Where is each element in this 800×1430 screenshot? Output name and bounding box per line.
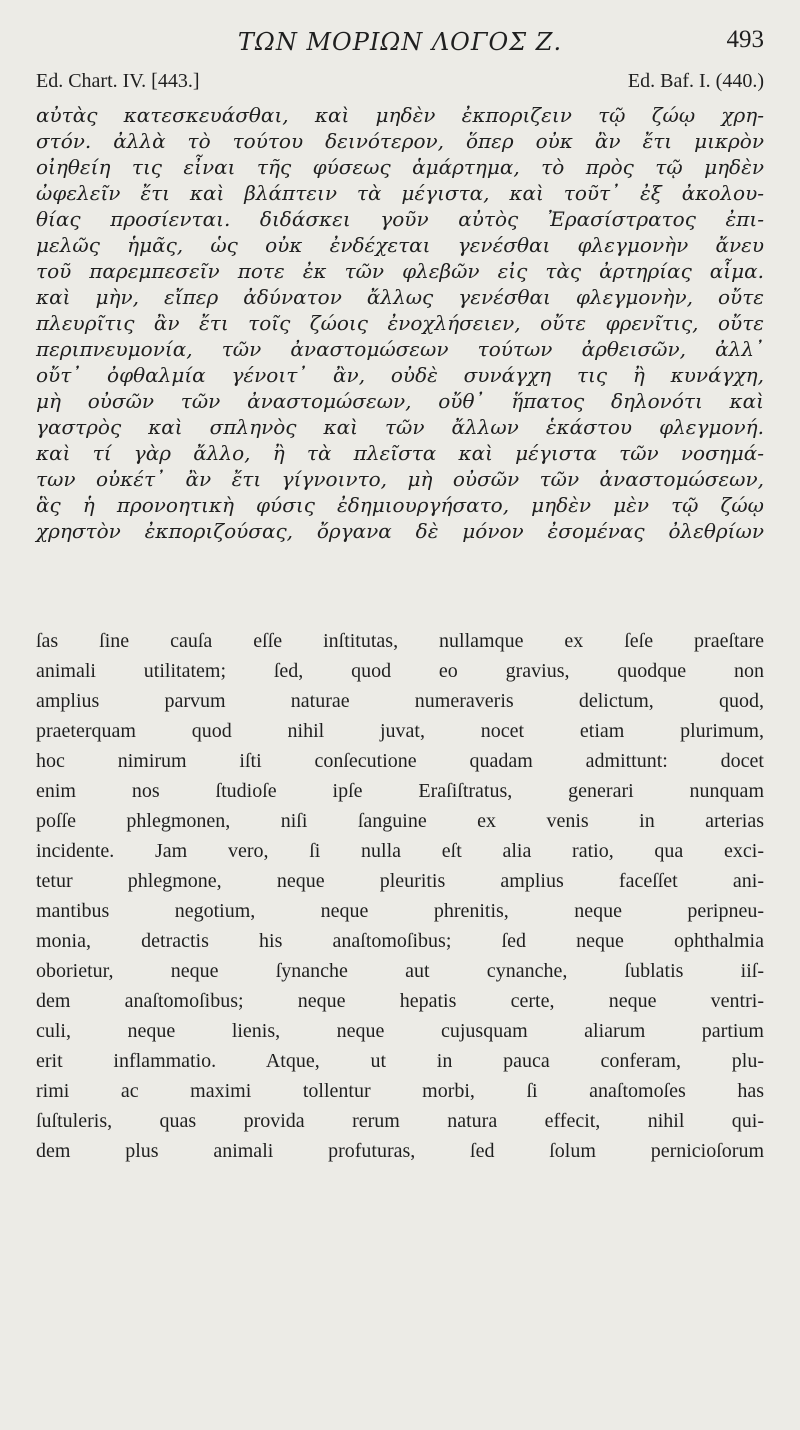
latin-line: poſſe phlegmonen, niſi ſanguine ex venis in arterias bbox=[36, 810, 764, 832]
latin-line: amplius parvum naturae numeraveris delictum, quod, bbox=[36, 690, 764, 712]
greek-line: τοῦ παρεμπεσεῖν ποτε ἐκ τῶν φλεβῶν εἰς τὰς ἀρτηρίας αἷμα. bbox=[36, 259, 764, 283]
latin-line: animali utilitatem; ſed, quod eo gravius, quodque non bbox=[36, 660, 764, 682]
running-title: ΤΩΝ ΜΟΡΙΩΝ ΛΟΓΟΣ Ζ. bbox=[237, 28, 563, 56]
greek-line: οὔτ᾽ ὀφθαλμία γένοιτ᾽ ἂν, οὐδὲ συνάγχη τις ἢ κυνάγχη, bbox=[36, 363, 764, 387]
greek-line: ὠφελεῖν ἔτι καὶ βλάπτειν τὰ μέγιστα, καὶ τοῦτ᾽ ἐξ ἀκολου- bbox=[36, 181, 764, 205]
latin-line: oborietur, neque ſynanche aut cynanche, ſublatis iiſ- bbox=[36, 960, 764, 982]
edition-line bbox=[36, 70, 764, 104]
greek-line: αὐτὰς κατεσκευάσθαι, καὶ μηδὲν ἐκποριζειν τῷ ζώῳ χρη- bbox=[36, 103, 764, 127]
greek-line: μελῶς ἡμᾶς, ὡς οὐκ ἐνδέχεται γενέσθαι φλεγμονὴν ἄνευ bbox=[36, 233, 764, 257]
latin-line: ſuſtuleris, quas provida rerum natura effecit, nihil qui- bbox=[36, 1110, 764, 1132]
greek-line: μὴ οὐσῶν τῶν ἀναστομώσεων, οὔθ᾽ ἥπατος δηλονότι καὶ bbox=[36, 389, 764, 413]
latin-line: hoc nimirum iſti conſecutione quadam admittunt: docet bbox=[36, 750, 764, 772]
latin-line: dem plus animali profuturas, ſed ſolum pernicioſorum bbox=[36, 1140, 764, 1162]
latin-line: erit inflammatio. Atque, ut in pauca conferam, plu- bbox=[36, 1050, 764, 1072]
greek-line: ἃς ἡ προνοητικὴ φύσις ἐδημιουργήσατο, μηδὲν μὲν τῷ ζώῳ bbox=[36, 493, 764, 517]
greek-line: καὶ μὴν, εἴπερ ἀδύνατον ἄλλως γενέσθαι φλεγμονὴν, οὔτε bbox=[36, 285, 764, 309]
greek-line: καὶ τί γὰρ ἄλλο, ἢ τὰ πλεῖστα καὶ μέγιστα τῶν νοσημά- bbox=[36, 441, 764, 465]
latin-line: mantibus negotium, neque phrenitis, neque peripneu- bbox=[36, 900, 764, 922]
greek-line: οἰηθείη τις εἶναι τῆς φύσεως ἁμάρτημα, τὸ πρὸς τῷ μηδὲν bbox=[36, 155, 764, 179]
greek-line: στόν. ἀλλὰ τὸ τούτου δεινότερον, ὅπερ οὐκ ἂν ἔτι μικρὸν bbox=[36, 129, 764, 153]
latin-line: ſas ſine cauſa eſſe inſtitutas, nullamque ex ſeſe praeſtare bbox=[36, 630, 764, 652]
page-number: 493 bbox=[726, 26, 764, 53]
greek-line: γαστρὸς καὶ σπληνὸς καὶ τῶν ἄλλων ἑκάστου φλεγμονή. bbox=[36, 415, 764, 439]
latin-line: praeterquam quod nihil juvat, nocet etiam plurimum, bbox=[36, 720, 764, 742]
greek-line: των οὐκέτ᾽ ἂν ἔτι γίγνοιντο, μὴ οὐσῶν τῶν ἀναστομώσεων, bbox=[36, 467, 764, 491]
latin-line: culi, neque lienis, neque cujusquam aliarum partium bbox=[36, 1020, 764, 1042]
latin-line: incidente. Jam vero, ſi nulla eſt alia ratio, qua exci- bbox=[36, 840, 764, 862]
greek-line: θίας προσίενται. διδάσκει γοῦν αὐτὸς Ἐρασίστρατος ἐπι- bbox=[36, 207, 764, 231]
latin-line: enim nos ſtudioſe ipſe Eraſiſtratus, generari nunquam bbox=[36, 780, 764, 802]
section-gap bbox=[36, 544, 764, 626]
edition-left: Ed. Chart. IV. [443.] bbox=[36, 70, 200, 92]
greek-line: χρηστὸν ἐκποριζούσας, ὄργανα δὲ μόνον ἐσομένας ὀλεθρίων bbox=[36, 519, 764, 543]
greek-text bbox=[36, 102, 764, 544]
latin-line: rimi ac maximi tollentur morbi, ſi anaſtomoſes has bbox=[36, 1080, 764, 1102]
running-head bbox=[36, 0, 764, 54]
latin-line: dem anaſtomoſibus; neque hepatis certe, neque ventri- bbox=[36, 990, 764, 1012]
latin-line: monia, detractis his anaſtomoſibus; ſed neque ophthalmia bbox=[36, 930, 764, 952]
greek-line: πλευρῖτις ἂν ἔτι τοῖς ζώοις ἐνοχλήσειεν, οὔτε φρενῖτις, οὔτε bbox=[36, 311, 764, 335]
latin-text bbox=[36, 626, 764, 1166]
edition-right: Ed. Baf. I. (440.) bbox=[627, 70, 764, 92]
latin-line: tetur phlegmone, neque pleuritis amplius faceſſet ani- bbox=[36, 870, 764, 892]
greek-line: περιπνευμονία, τῶν ἀναστομώσεων τούτων ἀρθεισῶν, ἀλλ᾽ bbox=[36, 337, 764, 361]
